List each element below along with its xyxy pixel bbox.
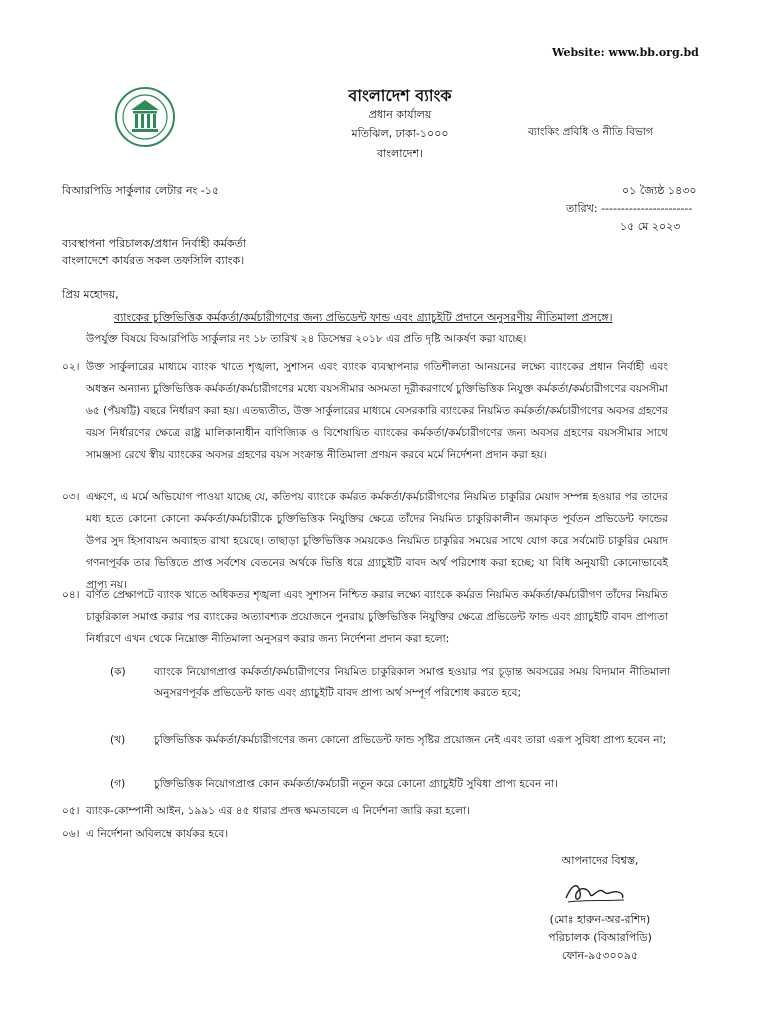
signatory-designation: পরিচালক (বিআরপিডি)	[548, 931, 652, 944]
department-name: ব্যাংকিং প্রবিধি ও নীতি বিভাগ	[528, 126, 653, 138]
sub-item-marker: (খ)	[110, 734, 126, 746]
paragraph-06	[62, 823, 668, 845]
paragraph-text: এক্ষণে, এ মর্মে অভিযোগ পাওয়া যাচ্ছে যে, কতিপয় ব্যাংকে কর্মরত কর্মকর্তা/কর্মচারীগণের নিয়মিত চাকুরির মেয়াদ সম্পন্ন হওয়ার পর তাদের মধ্য হতে কোনো কোনো কর্মকর্তা/কর্মচারীকে চুক্তিভিত্তিক নিযুক্তির ক্ষেত্রে তাঁদের নিয়মিত চাকুরিকালীন জমাকৃত পূর্বতন প্রভিডেন্ট ফান্ডের উপর সুদ হিসাবায়ন অব্যাহত রাখা হয়েছে। তাছাড়া চুক্তিভিত্তিক সময়কেও নিয়মিত চাকুরির সময়ের সাথে যোগ করে সর্বমোট চাকুরির মেয়াদ গণনাপূর্বক তার ভিত্তিতে প্রাপ্ত সর্বশেষ বেতনের অর্থকে ভিত্তি ধরে গ্র্যাচুইটি বাবদ অর্থ পরিশোধ করা হচ্ছে; যা বিধি অনুযায়ী কোনোভাবেই প্রাপ্য নয়।	[86, 491, 668, 591]
paragraph-text: বর্ণিত প্রেক্ষাপটে ব্যাংক খাতে অধিকতর শৃঙ্খলা এবং সুশাসন নিশ্চিত করার লক্ষ্যে ব্যাংকে কর্মরত নিয়মিত কর্মকর্তা/কর্মচারীগণ তাঁদের নিয়মিত চাকুরিকাল সমাপ্ত করার পর ব্যাংকের অত্যাবশ্যক প্রয়োজনে পুনরায় চুক্তিভিত্তিক নিযুক্তির ক্ষেত্রে প্রভিডেন্ট ফান্ড এবং গ্র্যাচুইটি বাবদ প্রাপ্যতা নির্ধারণে এখন থেকে নিম্নোক্ত নীতিমালা অনুসরণ করার জন্য নির্দেশনা প্রদান করা হলো:	[86, 589, 668, 645]
salutation: প্রিয় মহোদয়,	[62, 288, 119, 301]
gregorian-date: ১৫ মে ২০২৩	[620, 220, 681, 233]
recipient-line-1: ব্যবস্থাপনা পরিচালক/প্রধান নির্বাহী কর্মকর্তা	[62, 237, 247, 250]
paragraph-number: ০৩।	[62, 491, 80, 503]
closing-regards: আপনাদের বিশ্বস্ত,	[561, 854, 639, 867]
signatory-name: (মোঃ হারুন-অর-রশিদ)	[549, 913, 651, 926]
sub-item-ga	[110, 774, 670, 795]
paragraph-number: ০২।	[62, 361, 80, 373]
paragraph-04	[62, 584, 668, 650]
paragraph-number: ০৪।	[62, 589, 80, 601]
bank-name: বাংলাদেশ ব্যাংক	[348, 86, 452, 105]
sub-item-text: চুক্তিভিত্তিক নিয়োগপ্রাপ্ত কোন কর্মকর্তা/কর্মচারী নতুন করে কোনো গ্র্যাচুইটি সুবিধা প্রাপ্য হবেন না।	[154, 778, 558, 790]
sub-item-text: ব্যাংকে নিয়োগপ্রাপ্ত কর্মকর্তা/কর্মচারীগণের নিয়মিত চাকুরিকাল সমাপ্ত হওয়ার পর চূড়ান্ত অবসরের সময় বিদ্যমান নীতিমালা অনুসরণপূর্বক প্রভিডেন্ট ফান্ড এবং গ্র্যাচুইটি বাবদ প্রাপ্য অর্থ সম্পূর্ণ পরিশোধ করতে হবে;	[154, 666, 670, 699]
intro-line: উপর্যুক্ত বিষয়ে বিআরপিডি সার্কুলার নং ১৮ তারিখ ২৪ ডিসেম্বর ২০১৮ এর প্রতি দৃষ্টি আকর্ষণ করা যাচ্ছে।	[86, 333, 527, 345]
recipient-line-2: বাংলাদেশে কার্যরত সকল তফসিলি ব্যাংক।	[62, 254, 245, 267]
paragraph-03	[62, 486, 668, 596]
website-url[interactable]: Website: www.bb.org.bd	[552, 46, 699, 59]
sub-item-ka	[110, 662, 670, 704]
country-name: বাংলাদেশ।	[376, 147, 424, 160]
subject-line: ব্যাংকের চুক্তিভিত্তিক কর্মকর্তা/কর্মচারীগণের জন্য প্রভিডেন্ট ফান্ড এবং গ্র্যাচুইটি প্রদানে অনুসরণীয় নীতিমালা প্রসঙ্গে।	[114, 311, 613, 324]
paragraph-text: উক্ত সার্কুলারের মাধ্যমে ব্যাংক খাতে শৃঙ্খলা, সুশাসন এবং ব্যাংক ব্যবস্থাপনার গতিশীলতা আনয়নের লক্ষ্যে ব্যাংকের প্রধান নির্বাহী এবং অধস্তন অন্যান্য চুক্তিভিত্তিক কর্মকর্তা/কর্মচারীগণের মধ্যে বয়সসীমার অসমতা দূরীকরণার্থে চুক্তিভিত্তিক নিযুক্ত কর্মকর্তা/কর্মচারীগণের বয়সসীমা ৬৫ (পঁয়ষট্টি) বছরে নির্ধারণ করা হয়। এতদ্ব্যতীত, উক্ত সার্কুলারের মাধ্যমে বেসরকারি ব্যাংকের নিয়মিত কর্মকর্তা/কর্মচারীগণের অবসর গ্রহণের বয়স নির্ধারণের ক্ষেত্রে রাষ্ট্র মালিকানাধীন বাণিজ্যিক ও বিশেষায়িত ব্যাংকের কর্মকর্তা/কর্মচারীগণের জন্য অবসর গ্রহণের বয়সসীমার সাথে সামঞ্জস্য রেখে স্বীয় ব্যাংকের অবসর গ্রহণের বয়স সংক্রান্ত নীতিমালা প্রণয়ন করবে মর্মে নির্দেশনা প্রদান করা হয়।	[86, 361, 668, 461]
paragraph-text: ব্যাংক-কোম্পানী আইন, ১৯৯১ এর ৪৫ ধারার প্রদত্ত ক্ষমতাবলে এ নির্দেশনা জারি করা হলো।	[86, 805, 470, 817]
paragraph-number: ০৬।	[62, 828, 80, 840]
circular-reference: বিআরপিডি সার্কুলার লেটার নং -১৫	[62, 184, 220, 197]
date-label: তারিখ: -----------------------	[566, 202, 693, 215]
office-name: প্রধান কার্যালয়	[368, 108, 432, 121]
signature-icon	[560, 874, 630, 908]
bengali-date: ০১ জ্যৈষ্ঠ ১৪৩০	[622, 184, 697, 197]
sub-item-marker: (ক)	[110, 666, 126, 678]
office-address: মতিঝিল, ঢাকা-১০০০	[351, 127, 449, 140]
sub-item-text: চুক্তিভিত্তিক কর্মকর্তা/কর্মচারীগণের জন্য কোনো প্রভিডেন্ট ফান্ড সৃষ্টির প্রয়োজন নেই এবং তারা এরূপ সুবিধা প্রাপ্য হবেন না;	[154, 734, 667, 746]
sub-item-kha	[110, 730, 670, 751]
paragraph-02	[62, 356, 668, 466]
bangladesh-bank-logo-icon	[114, 86, 176, 148]
paragraph-text: এ নির্দেশনা অবিলম্বে কার্যকর হবে।	[86, 828, 229, 840]
paragraph-05	[62, 800, 668, 822]
signatory-phone: ফোন-৯৫৩০০৯৫	[561, 949, 639, 962]
paragraph-number: ০৫।	[62, 805, 80, 817]
sub-item-marker: (গ)	[110, 778, 126, 790]
